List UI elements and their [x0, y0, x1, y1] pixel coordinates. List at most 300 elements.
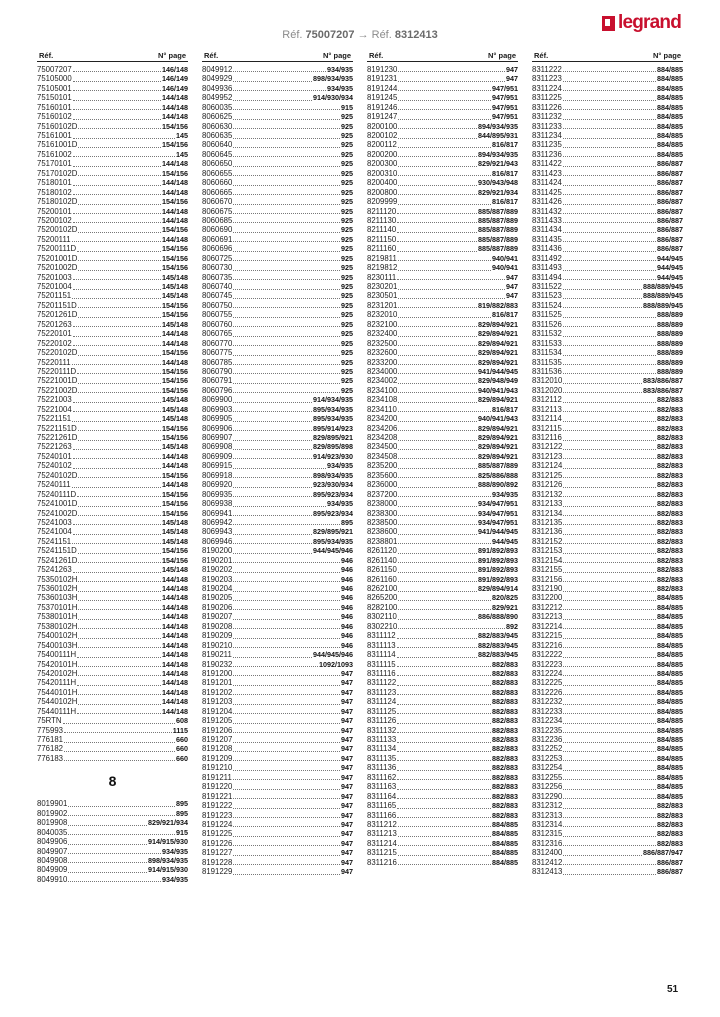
- reference-list: [367, 62, 518, 867]
- reference-number: 8312216: [532, 640, 563, 650]
- reference-number: 8234206: [367, 423, 398, 433]
- reference-number: 8060791: [202, 376, 233, 386]
- page-reference: 925: [341, 357, 353, 367]
- index-row: [202, 839, 353, 848]
- page-reference: 934/935: [492, 489, 518, 499]
- dot-leader: [563, 693, 656, 695]
- reference-number: 75241001D: [37, 499, 78, 509]
- index-row: [202, 188, 353, 197]
- dot-leader: [563, 221, 656, 223]
- reference-number: 8238300: [367, 508, 398, 518]
- reference-number: 776181: [37, 735, 64, 745]
- page-reference: 925: [341, 310, 353, 320]
- page-reference: 946: [341, 574, 353, 584]
- index-row: [367, 301, 518, 310]
- page-reference: 829/894/921: [478, 338, 518, 348]
- dot-leader: [397, 788, 491, 790]
- reference-number: 8191222: [202, 801, 233, 811]
- index-row: [202, 811, 353, 820]
- index-row: [202, 74, 353, 83]
- dot-leader: [233, 590, 340, 592]
- dot-leader: [233, 844, 340, 846]
- index-row: [532, 792, 683, 801]
- index-row: [202, 697, 353, 706]
- reference-number: 75161001D: [37, 140, 78, 150]
- page-reference: 947: [341, 810, 353, 820]
- index-row: [367, 509, 518, 518]
- reference-number: 8234208: [367, 433, 398, 443]
- index-row: [202, 358, 353, 367]
- dot-leader: [68, 814, 175, 816]
- reference-number: 8200400: [367, 178, 398, 188]
- index-row: [532, 197, 683, 206]
- dot-leader: [64, 750, 175, 752]
- reference-number: 8049907: [37, 846, 68, 856]
- dot-leader: [233, 288, 340, 290]
- reference-number: 8191231: [367, 74, 398, 84]
- index-row: [532, 480, 683, 489]
- page-reference: 154/156: [162, 121, 188, 131]
- page-reference: 882/883: [657, 404, 683, 414]
- reference-number: 75420111H: [37, 678, 77, 688]
- page-reference: 829/894/921: [478, 329, 518, 339]
- page-reference: 914/915/930: [148, 837, 188, 847]
- index-row: [37, 93, 188, 102]
- reference-number: 8312126: [532, 480, 563, 490]
- page-reference: 882/883: [492, 678, 518, 688]
- index-row: [202, 622, 353, 631]
- page-reference: 145/148: [162, 282, 188, 292]
- index-row: [37, 490, 188, 499]
- page-reference: 946: [341, 555, 353, 565]
- dot-leader: [398, 344, 477, 346]
- index-row: [532, 782, 683, 791]
- page-reference: 144/148: [162, 640, 188, 650]
- reference-number: 8238000: [367, 499, 398, 509]
- dot-leader: [397, 731, 491, 733]
- page-reference: 144/148: [162, 480, 188, 490]
- dot-leader: [233, 797, 340, 799]
- reference-number: 8312135: [532, 517, 563, 527]
- index-row: [37, 537, 188, 546]
- index-row: [367, 376, 518, 385]
- page-reference: 829/895/898: [313, 442, 353, 452]
- dot-leader: [563, 656, 656, 658]
- page-reference: 925: [341, 215, 353, 225]
- reference-number: 8191229: [202, 867, 233, 877]
- reference-number: 8191207: [202, 735, 233, 745]
- reference-number: 8312413: [532, 867, 563, 877]
- index-row: [367, 480, 518, 489]
- page-reference: 154/156: [162, 546, 188, 556]
- page-reference: 154/156: [162, 197, 188, 207]
- dot-leader: [73, 410, 161, 412]
- reference-number: 8312316: [532, 838, 563, 848]
- index-row: [367, 707, 518, 716]
- reference-list: [202, 62, 353, 877]
- index-row: [37, 471, 188, 480]
- page-reference: 144/148: [162, 329, 188, 339]
- reference-number: 8191204: [202, 706, 233, 716]
- page-reference: 154/156: [162, 263, 188, 273]
- page-reference: 883/886/887: [643, 376, 683, 386]
- index-row: [367, 829, 518, 838]
- dot-leader: [233, 306, 340, 308]
- index-row: [532, 518, 683, 527]
- index-row: [202, 216, 353, 225]
- index-row: [367, 839, 518, 848]
- dot-leader: [563, 410, 656, 412]
- dot-leader: [398, 391, 477, 393]
- index-row: [202, 141, 353, 150]
- index-row: [37, 603, 188, 612]
- index-row: [37, 65, 188, 74]
- reference-number: 8191246: [367, 102, 398, 112]
- page-reference: 144/148: [162, 612, 188, 622]
- index-row: [532, 829, 683, 838]
- reference-number: 8311215: [367, 848, 397, 858]
- index-row: [37, 726, 188, 735]
- index-row: [532, 405, 683, 414]
- reference-number: 8069938: [202, 499, 233, 509]
- reference-number: 8311434: [532, 225, 562, 235]
- dot-leader: [563, 335, 656, 337]
- dot-leader: [63, 722, 175, 724]
- reference-number: 8060796: [202, 385, 233, 395]
- index-row: [37, 358, 188, 367]
- page-reference: 884/885: [657, 678, 683, 688]
- dot-leader: [563, 250, 656, 252]
- dot-leader: [233, 193, 340, 195]
- index-row: [367, 282, 518, 291]
- dot-leader: [68, 824, 147, 826]
- dot-leader: [233, 259, 340, 261]
- index-row: [532, 509, 683, 518]
- reference-number: 8191220: [202, 782, 233, 792]
- page-reference: 144/148: [162, 650, 188, 660]
- page-reference: 947: [341, 678, 353, 688]
- dot-leader: [233, 580, 340, 582]
- dot-leader: [233, 363, 340, 365]
- page-reference: 940/941/943: [478, 385, 518, 395]
- reference-number: 8311132: [367, 725, 397, 735]
- index-row: [367, 197, 518, 206]
- page-reference: 829/894/921: [478, 433, 518, 443]
- dot-leader: [563, 523, 656, 525]
- index-row: [367, 490, 518, 499]
- page-reference: 145/148: [162, 404, 188, 414]
- dot-leader: [398, 627, 505, 629]
- index-row: [532, 282, 683, 291]
- page-reference: 882/883: [657, 584, 683, 594]
- index-row: [202, 735, 353, 744]
- page-reference: 144/148: [162, 584, 188, 594]
- reference-number: 8312232: [532, 697, 563, 707]
- page-reference: 886/887: [657, 244, 683, 254]
- dot-leader: [563, 269, 656, 271]
- dot-leader: [563, 505, 656, 507]
- dot-leader: [397, 769, 491, 771]
- index-row: [202, 348, 353, 357]
- page-reference: 882/883: [657, 801, 683, 811]
- dot-leader: [233, 637, 340, 639]
- reference-number: 8262100: [367, 584, 398, 594]
- index-row: [367, 537, 518, 546]
- legrand-logo: [602, 14, 688, 36]
- page-reference: 944/945: [657, 253, 683, 263]
- reference-number: 8231201: [367, 300, 398, 310]
- page-reference: 829/894/921: [478, 442, 518, 452]
- reference-number: 8311436: [532, 244, 562, 254]
- index-column-3: [367, 48, 518, 867]
- reference-number: 8302110: [367, 612, 397, 622]
- index-row: [37, 244, 188, 253]
- page-reference: 882/883/945: [478, 650, 518, 660]
- dot-leader: [233, 778, 340, 780]
- index-row: [37, 716, 188, 725]
- reference-number: 8234508: [367, 451, 398, 461]
- index-row: [367, 745, 518, 754]
- page-reference: 884/885: [657, 687, 683, 697]
- reference-number: 8060660: [202, 178, 233, 188]
- page-reference: 884/885: [657, 706, 683, 716]
- dot-leader: [398, 580, 477, 582]
- index-row: [202, 773, 353, 782]
- reference-number: 8235600: [367, 470, 398, 480]
- page-reference: 829/894/921: [478, 348, 518, 358]
- index-row: [532, 801, 683, 810]
- page-reference: 915: [341, 102, 353, 112]
- header-from-ref: 75007207: [305, 29, 355, 41]
- page-reference: 154/156: [162, 300, 188, 310]
- reference-number: 8191211: [202, 772, 232, 782]
- dot-leader: [397, 646, 477, 648]
- index-row: [202, 688, 353, 697]
- reference-number: 75201261D: [37, 310, 78, 320]
- page-reference: 946: [341, 631, 353, 641]
- reference-number: 8311223: [532, 74, 562, 84]
- dot-leader: [398, 174, 491, 176]
- dot-leader: [563, 325, 656, 327]
- reference-number: 75105000: [37, 74, 72, 84]
- index-row: [202, 329, 353, 338]
- page-reference: 888/889: [657, 348, 683, 358]
- dot-leader: [78, 439, 161, 441]
- index-row: [202, 131, 353, 140]
- page-reference: 934/935: [327, 64, 353, 74]
- dot-leader: [78, 505, 161, 507]
- index-row: [367, 782, 518, 791]
- dot-leader: [77, 372, 161, 374]
- dot-leader: [397, 807, 491, 809]
- reference-number: 8311212: [367, 819, 397, 829]
- index-row: [367, 443, 518, 452]
- dot-leader: [233, 70, 326, 72]
- page-reference: 884/885: [492, 857, 518, 867]
- reference-number: 8060685: [202, 215, 233, 225]
- reference-number: 8261120: [367, 546, 397, 556]
- dot-leader: [73, 118, 161, 120]
- page-reference: 884/885: [657, 64, 683, 74]
- page-reference: 925: [341, 319, 353, 329]
- page-reference: 154/156: [162, 253, 188, 263]
- dot-leader: [233, 816, 340, 818]
- index-row: [532, 622, 683, 631]
- dot-leader: [563, 637, 656, 639]
- index-row: [532, 848, 683, 857]
- index-row: [37, 735, 188, 744]
- index-row: [37, 197, 188, 206]
- index-row: [37, 216, 188, 225]
- reference-number: 8060630: [202, 121, 233, 131]
- reference-list: [532, 62, 683, 877]
- dot-leader: [563, 807, 656, 809]
- dot-leader: [563, 486, 656, 488]
- reference-number: 8312223: [532, 659, 563, 669]
- reference-number: 8312114: [532, 414, 562, 424]
- page-reference: 820/825: [492, 593, 518, 603]
- dot-leader: [233, 835, 340, 837]
- index-row: [37, 847, 188, 856]
- page-reference: 894/934/935: [478, 149, 518, 159]
- page-reference: 829/894/914: [478, 584, 518, 594]
- index-row: [37, 150, 188, 159]
- reference-number: 8060785: [202, 357, 233, 367]
- page-reference: 947: [341, 744, 353, 754]
- reference-number: 8311114: [367, 650, 396, 660]
- page-reference: 888/889/945: [643, 300, 683, 310]
- index-row: [37, 518, 188, 527]
- index-row: [37, 575, 188, 584]
- page-reference: 925: [341, 244, 353, 254]
- dot-leader: [398, 99, 491, 101]
- page-reference: 888/889/945: [643, 291, 683, 301]
- dot-leader: [563, 165, 656, 167]
- reference-number: 75400103H: [37, 640, 78, 650]
- page-reference: 882/883: [492, 744, 518, 754]
- index-row: [37, 594, 188, 603]
- reference-number: 8311163: [367, 782, 397, 792]
- dot-leader: [563, 420, 656, 422]
- reference-number: 8069946: [202, 536, 233, 546]
- reference-number: 8311165: [367, 801, 397, 811]
- reference-number: 8060735: [202, 272, 233, 282]
- index-row: [532, 159, 683, 168]
- header-to-prefix: Réf.: [371, 29, 392, 41]
- dot-leader: [398, 825, 491, 827]
- dot-leader: [68, 871, 147, 873]
- index-row: [37, 122, 188, 131]
- reference-number: 8237200: [367, 489, 398, 499]
- dot-leader: [78, 618, 161, 620]
- page-reference: 145/148: [162, 395, 188, 405]
- reference-number: 75200111: [37, 234, 71, 244]
- dot-leader: [78, 316, 161, 318]
- page-reference: 925: [341, 338, 353, 348]
- page-reference: 891/892/893: [478, 565, 518, 575]
- reference-number: 8060725: [202, 253, 233, 263]
- reference-number: 8069907: [202, 433, 233, 443]
- reference-number: 8060640: [202, 140, 233, 150]
- reference-number: 8060650: [202, 159, 233, 169]
- page-reference: 825/886/888: [478, 470, 518, 480]
- dot-leader: [77, 495, 161, 497]
- dot-leader: [398, 297, 505, 299]
- index-row: [532, 631, 683, 640]
- dot-leader: [563, 354, 656, 356]
- page-reference: 947: [341, 687, 353, 697]
- reference-number: 8233200: [367, 357, 398, 367]
- reference-number: 8190200: [202, 546, 233, 556]
- page-reference: 144/148: [162, 357, 188, 367]
- index-row: [367, 84, 518, 93]
- reference-number: 8191210: [202, 763, 233, 773]
- page-reference: 946: [341, 602, 353, 612]
- index-row: [532, 273, 683, 282]
- legrand-logo-word: legrand: [618, 12, 682, 33]
- page-reference: 829/894/921: [478, 451, 518, 461]
- dot-leader: [78, 231, 161, 233]
- index-row: [37, 828, 188, 837]
- dot-leader: [233, 410, 312, 412]
- dot-leader: [397, 637, 477, 639]
- index-row: [532, 169, 683, 178]
- page-reference: 888/889: [657, 310, 683, 320]
- page-reference: 660: [176, 753, 188, 763]
- page-reference: 895/934/935: [313, 414, 353, 424]
- page-reference: 886/888/890: [478, 612, 518, 622]
- reference-number: 8312212: [532, 602, 563, 612]
- dot-leader: [563, 542, 656, 544]
- index-row: [37, 678, 188, 687]
- reference-number: 8230201: [367, 282, 398, 292]
- page-reference: 146/148: [162, 64, 188, 74]
- reference-number: 8311164: [367, 791, 397, 801]
- page-reference: 925: [341, 234, 353, 244]
- dot-leader: [563, 722, 656, 724]
- reference-number: 8312156: [532, 574, 563, 584]
- page-reference: 154/156: [162, 555, 188, 565]
- page-reference: 884/885: [657, 140, 683, 150]
- page-reference: 946: [341, 593, 353, 603]
- index-row: [37, 452, 188, 461]
- index-row: [202, 820, 353, 829]
- dot-leader: [397, 221, 477, 223]
- reference-number: 75200111D: [37, 244, 77, 254]
- reference-number: 75221004: [37, 404, 72, 414]
- dot-leader: [78, 637, 161, 639]
- index-row: [532, 225, 683, 234]
- index-row: [37, 818, 188, 827]
- reference-number: 8311424: [532, 178, 562, 188]
- index-row: [202, 650, 353, 659]
- reference-number: 8312222: [532, 650, 563, 660]
- reference-number: 8312252: [532, 744, 563, 754]
- dot-leader: [233, 741, 340, 743]
- page-reference: 883/886/887: [643, 385, 683, 395]
- page-reference: 154/156: [162, 168, 188, 178]
- page-reference: 925: [341, 263, 353, 273]
- reference-number: 8311432: [532, 206, 562, 216]
- reference-number: 8238600: [367, 527, 398, 537]
- dot-leader: [563, 854, 642, 856]
- page-reference: 882/883: [657, 517, 683, 527]
- index-row: [37, 556, 188, 565]
- dot-leader: [563, 288, 642, 290]
- dot-leader: [233, 825, 340, 827]
- dot-leader: [233, 420, 312, 422]
- reference-number: 75007207: [37, 64, 72, 74]
